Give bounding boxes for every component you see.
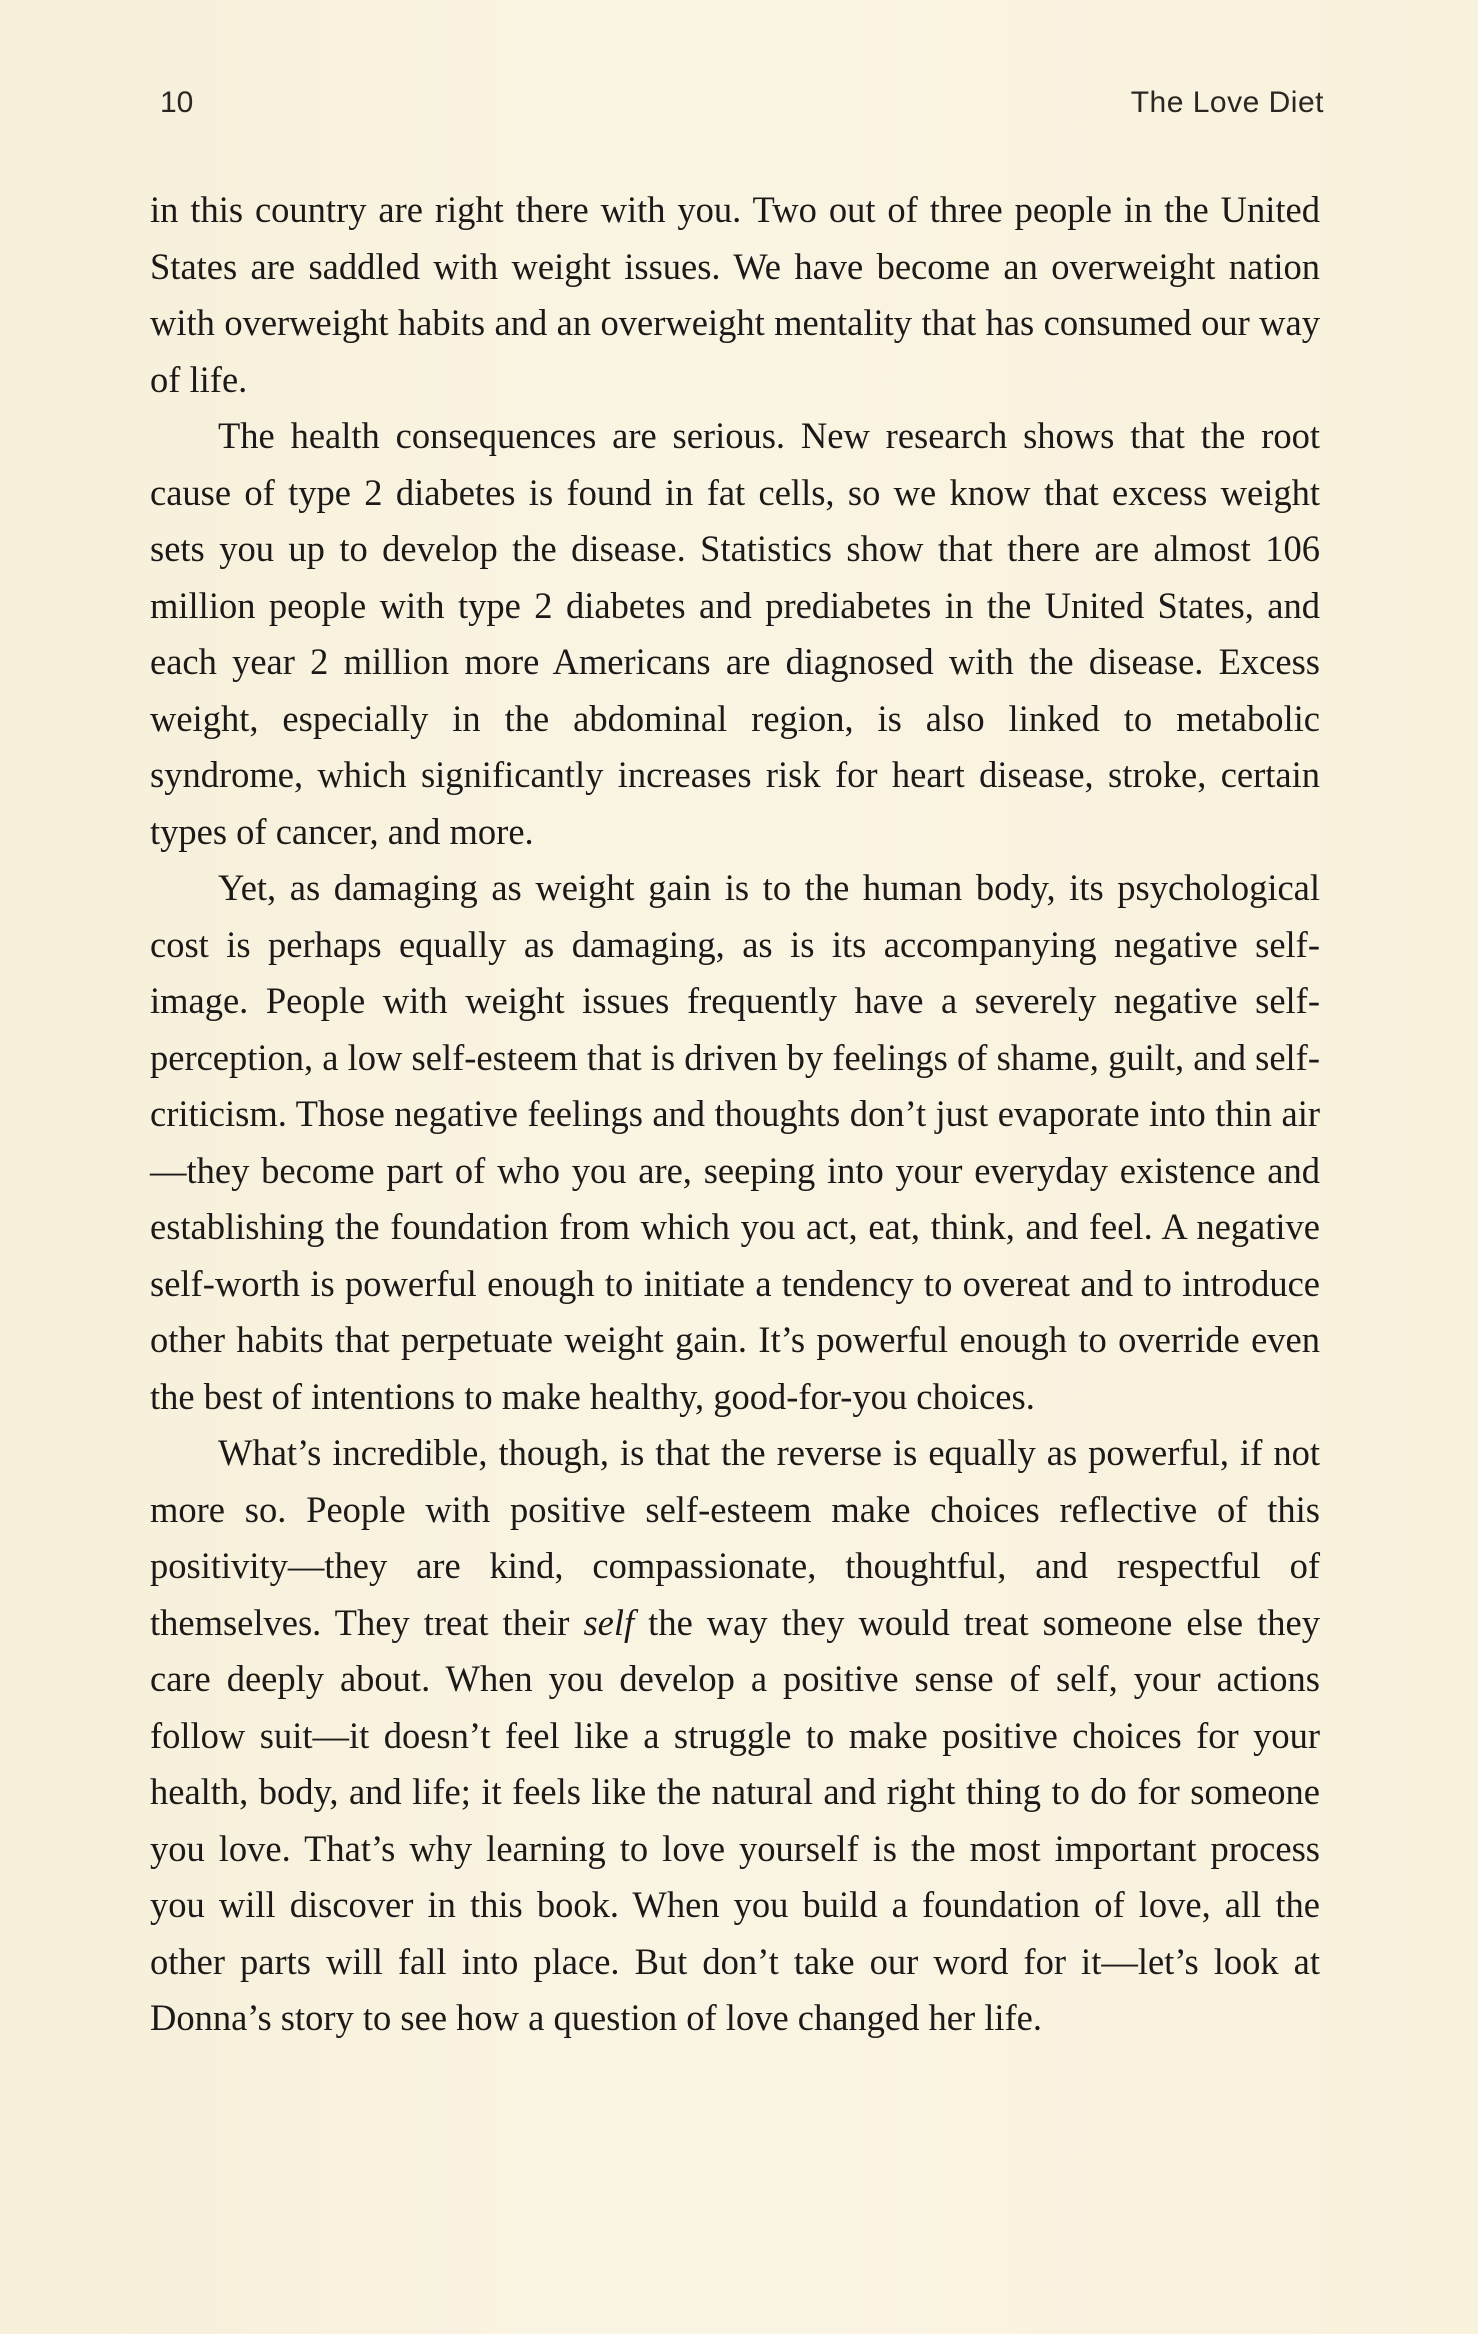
- book-title: The Love Diet: [1130, 86, 1324, 119]
- paragraph-continued: in this country are right there with you. Two out of three people in the United States are saddled with weight issues. We have become an overweight nation with overweight habits and an overweight mentality that has consumed our way of life.: [150, 189, 1320, 400]
- page-number: 10: [160, 86, 194, 119]
- paragraph-text-segment: the way they would treat someone else they care deeply about. When you develop a positive sense of self, your actions follow suit—it doesn’t feel like a struggle to make positive choices for your health, body, and life; it feels like the natural and right thing to do for someone you love. That’s why learning to love yourself is the most important process you will discover in this book. When you build a foundation of love, all the other parts will fall into place. But don’t take our word for it—let’s look at Donna’s story to see how a question of love changed her life.: [150, 1601, 1320, 2038]
- paragraph-psychological-cost: Yet, as damaging as weight gain is to the human body, its psychological cost is perhaps equally as damaging, as is its accompanying negative self-image. People with weight issues frequently have a severely negative self-perception, a low self-esteem that is driven by feelings of shame, guilt, and self-criticism. Those negative feelings and thoughts don’t just evaporate into thin air—they become part of who you are, seeping into your everyday existence and establishing the foundation from which you act, eat, think, and feel. A negative self-worth is powerful enough to initiate a tendency to overeat and to introduce other habits that perpetuate weight gain. It’s powerful enough to override even the best of intentions to make healthy, good-for-you choices.: [150, 867, 1320, 1417]
- paragraph-health-consequences: The health consequences are serious. New research shows that the root cause of type 2 diabetes is found in fat cells, so we know that excess weight sets you up to develop the disease. Statistics show that there are almost 106 million people with type 2 diabetes and prediabetes in the United States, and each year 2 million more Americans are diagnosed with the disease. Excess weight, especially in the abdominal region, is also linked to metabolic syndrome, which significantly increases risk for heart disease, stroke, certain types of cancer, and more.: [150, 415, 1320, 852]
- running-head: [160, 86, 1324, 130]
- emphasized-word: self: [583, 1601, 635, 1643]
- body-text: [150, 182, 1320, 2047]
- paragraph-text-segment: What’s incredible, though, is that the reverse is equally as powerful, if not more so. People with positive self-esteem make choices reflective of this positivity—they are kind, compassionate, thoughtful, and respectful of themselves. They treat their: [150, 1432, 1320, 1643]
- paragraph-positive-self-esteem: [150, 1425, 1320, 2047]
